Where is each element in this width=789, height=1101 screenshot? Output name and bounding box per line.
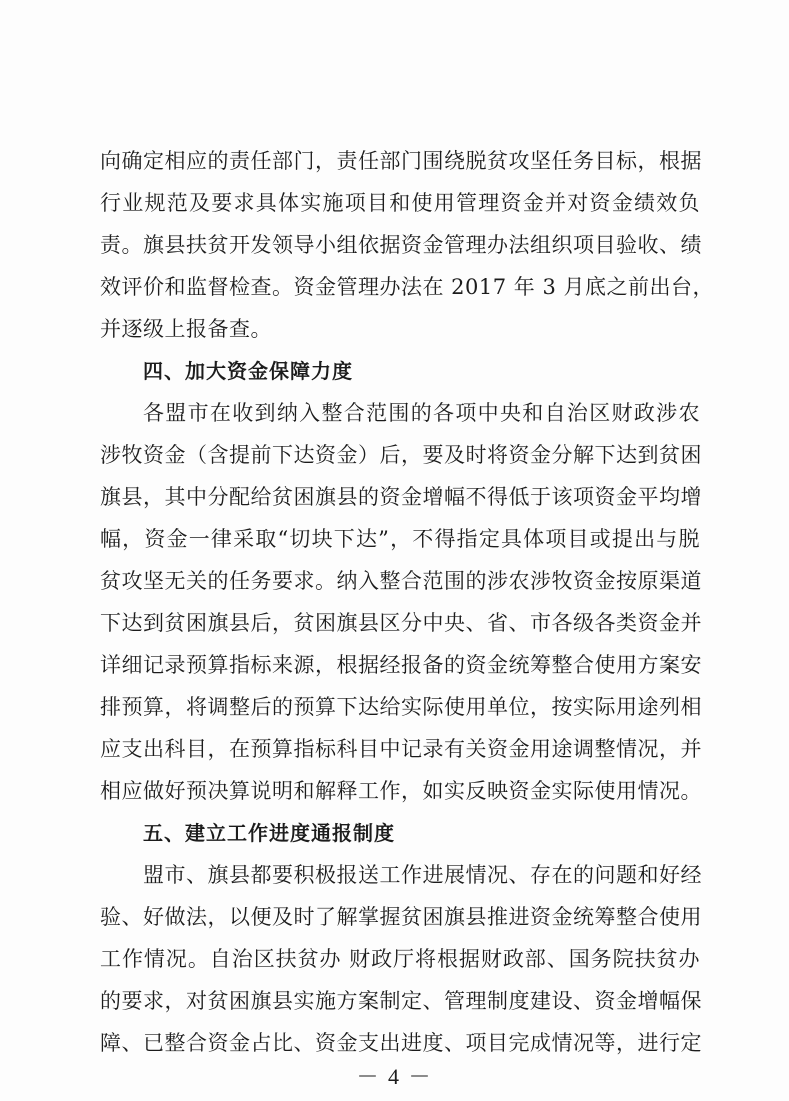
body-line: 旗县，其中分配给贫困旗县的资金增幅不得低于该项资金平均增	[100, 485, 702, 509]
body-line: 行业规范及要求具体实施项目和使用管理资金并对资金绩效负	[100, 191, 700, 215]
page-number: － 4 －	[356, 1064, 433, 1089]
body-line: 涉牧资金（含提前下达资金）后，要及时将资金分解下达到贫困	[100, 443, 702, 467]
body-line: 并逐级上报备查。	[100, 317, 272, 341]
body-line: 排预算，将调整后的预算下达给实际使用单位，按实际用途列相	[100, 695, 702, 719]
body-line: 责。旗县扶贫开发领导小组依据资金管理办法组织项目验收、绩	[100, 233, 702, 257]
body-line: 下达到贫困旗县后，贫困旗县区分中央、省、市各级各类资金并	[100, 611, 702, 635]
body-line: 详细记录预算指标来源，根据经报备的资金统筹整合使用方案安	[100, 653, 702, 677]
body-line: 障、已整合资金占比、资金支出进度、项目完成情况等，进行定	[100, 1031, 702, 1055]
body-line: 盟市、旗县都要积极报送工作进展情况、存在的问题和好经	[143, 863, 702, 887]
body-line: 相应做好预决算说明和解释工作，如实反映资金实际使用情况。	[100, 779, 702, 803]
section-heading-4: 四、加大资金保障力度	[143, 359, 353, 383]
body-line: 工作情况。自治区扶贫办 财政厅将根据财政部、国务院扶贫办	[100, 947, 700, 971]
body-line: 效评价和监督检查。资金管理办法在 2017 年 3 月底之前出台，	[100, 275, 715, 299]
body-line: 验、好做法，以便及时了解掌握贫困旗县推进资金统筹整合使用	[100, 905, 702, 929]
body-line: 的要求，对贫困旗县实施方案制定、管理制度建设、资金增幅保	[100, 989, 702, 1013]
body-line: 应支出科目，在预算指标科目中记录有关资金用途调整情况，并	[100, 737, 702, 761]
body-line: 向确定相应的责任部门，责任部门围绕脱贫攻坚任务目标，根据	[100, 149, 702, 173]
body-line: 幅，资金一律采取“切块下达”，不得指定具体项目或提出与脱	[100, 527, 700, 551]
body-line: 各盟市在收到纳入整合范围的各项中央和自治区财政涉农	[143, 401, 700, 425]
section-heading-5: 五、建立工作进度通报制度	[143, 821, 395, 845]
body-line: 贫攻坚无关的任务要求。纳入整合范围的涉农涉牧资金按原渠道	[100, 569, 702, 593]
